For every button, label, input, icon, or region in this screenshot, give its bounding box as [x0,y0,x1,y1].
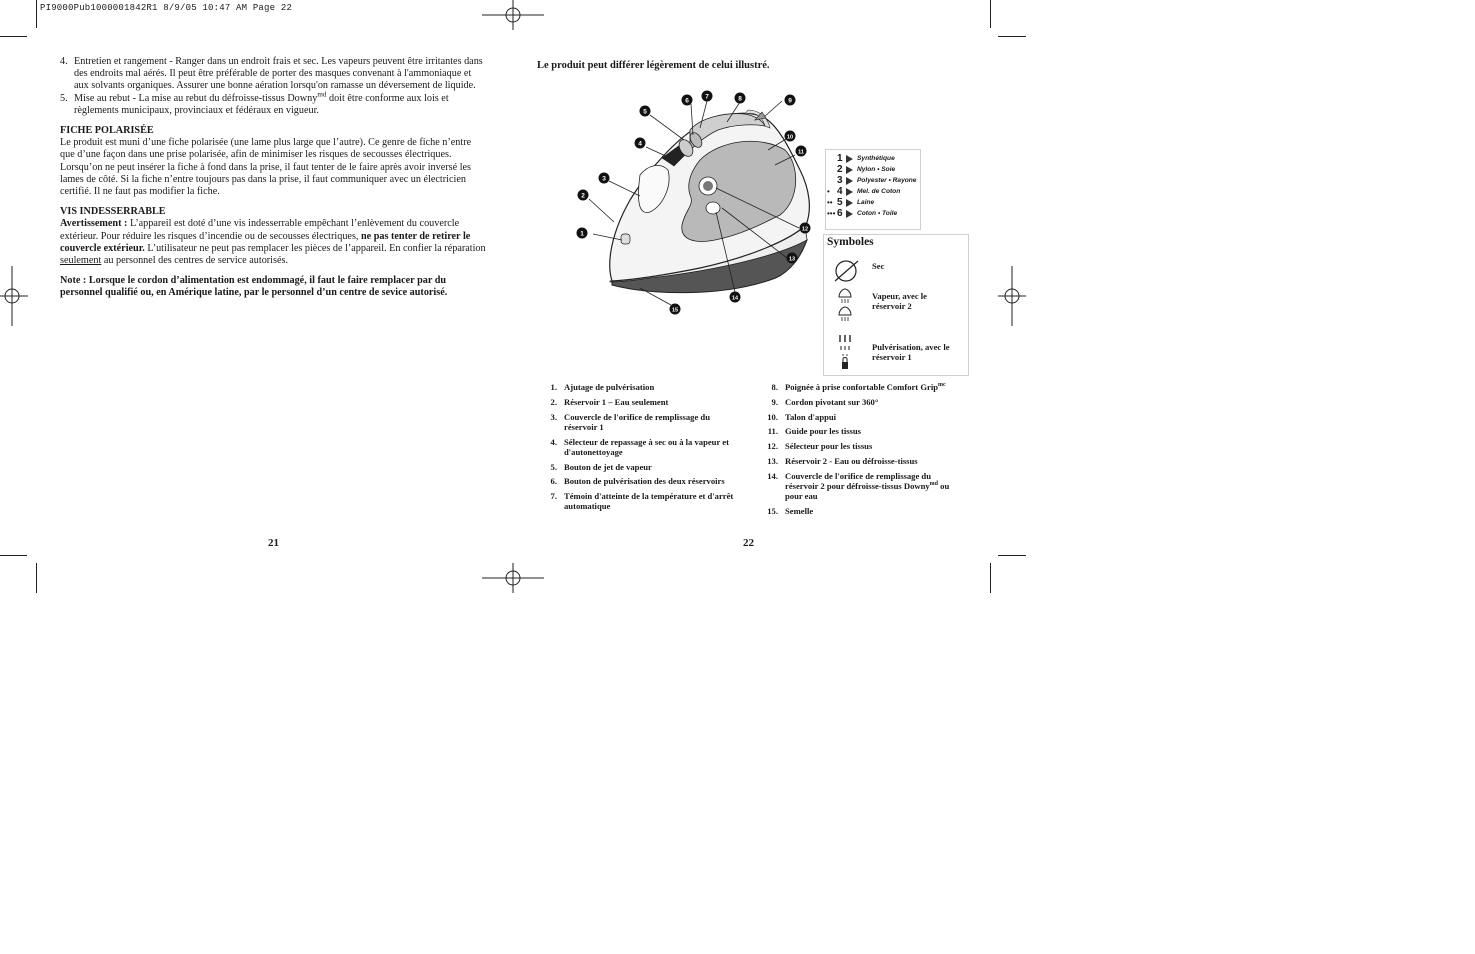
registration-mark-top [482,0,544,30]
svg-text:13: 13 [788,256,796,263]
list-item [60,90,488,117]
steam-icon [836,287,854,325]
item-text: Entretien et rangement - Ranger dans un endroit frais et sec. Les vapeurs peuvent être irritantes dans des endroits mal aérés. Il peut être préférable de porter des masques convenant à l'ammoniaque et aux solvants organiques. Assurer une bonne aération lorsqu'on ramasse un déversement de liquide. [74,56,483,92]
registration-mark-left [0,266,28,326]
crop-mark [998,36,1026,37]
steam-level-icon: ••• [827,209,836,218]
list-item: 13. Réservoir 2 - Eau ou défroisse-tissus [767,455,918,466]
left-page-body [60,56,488,300]
vis-paragraph: Avertissement : L’appareil est doté d’une vis indesserrable empêchant l’enlèvement du couvercle extérieur. Pour réduire les risques d’incendie ou de secousses électriques, ne pas tenter de retirer le couvercle extérieur. L’utilisateur ne peut pas remplacer les pièces de l’appareil. En confier la réparation seulement au personnel des centres de service autorisés. [60,218,486,267]
list-item: 11. Guide pour les tissus [767,426,862,437]
crop-mark [990,563,991,593]
svg-text:3: 3 [602,175,606,183]
crop-mark [990,0,991,28]
svg-text:2: 2 [581,192,585,200]
svg-text:6: 6 [685,97,689,105]
crop-mark [998,555,1026,556]
registration-mark-bottom [482,563,544,593]
dry-icon [832,259,860,283]
steam-level-icon: • [827,187,830,196]
list-item: 15. Semelle [767,505,814,516]
svg-text:14: 14 [731,295,739,302]
svg-text:10: 10 [786,134,794,141]
steam-level-icon: •• [827,198,833,207]
symbol-label: Pulvérisation, avec le réservoir 1 [872,342,950,362]
list-item [60,56,488,93]
page-number-left: 21 [268,537,279,549]
list-item: 5. Bouton de jet de vapeur [550,461,652,472]
product-disclaimer: Le produit peut différer légèrement de celui illustré. [537,60,770,71]
arrow-icon [846,199,853,207]
arrow-icon [846,210,853,218]
list-item: 8. Poignée à prise confortable Comfort Grip$^{mc}$ [771,382,946,392]
list-item: 10. Talon d'appui [767,411,837,422]
list-item: 14. Couvercle de l'orifice de remplissage du réservoir 2 pour défroisse-tissus Downy$^{md}$ ou pour eau [767,470,950,502]
list-item: 4. Sélecteur de repassage à sec ou à la vapeur et d'autonettoyage [550,436,729,457]
crop-mark [36,0,37,28]
spray-icon [836,333,854,371]
list-item: 9. Cordon pivotant sur 360° [771,396,879,407]
section-heading-fiche: FICHE POLARISÉE [60,125,154,137]
svg-text:4: 4 [638,140,642,148]
print-slug: PI9000Pub1000001842R1 8/9/05 10:47 AM Page 22 [40,3,293,13]
svg-text:1: 1 [580,230,584,238]
list-item: 3. Couvercle de l'orifice de remplissage du réservoir 1 [550,411,710,432]
svg-text:8: 8 [738,95,742,103]
arrow-icon [846,188,853,196]
svg-text:5: 5 [643,108,647,116]
list-item: 1. Ajutage de pulvérisation [550,382,655,392]
fabric-settings-panel: 1 Synthétique 2 Nylon • Soie 3 Polyester • Rayone • 4 Mel. de Coton •• 5 Laine ••• 6 Coton • Toile [825,149,921,230]
arrow-icon [846,155,853,163]
item-number: 5. [60,92,68,104]
svg-text:15: 15 [671,307,679,314]
svg-text:12: 12 [801,226,809,233]
svg-text:9: 9 [788,97,792,105]
list-item: 6. Bouton de pulvérisation des deux réservoirs [550,476,725,487]
symbols-legend [823,234,969,376]
symbol-label: Sec [872,261,885,271]
crop-mark [0,555,27,556]
arrow-icon [846,177,853,185]
list-item: 7. Témoin d'atteinte de la température et d'arrêt automatique [550,491,734,512]
svg-text:7: 7 [705,93,709,101]
iron-illustration [570,86,820,316]
arrow-icon [846,166,853,174]
parts-list-right [760,382,955,521]
symbol-label: Vapeur, avec le réservoir 2 [872,291,927,311]
list-item: 2. Réservoir 1 – Eau seulement [550,396,669,407]
parts-list-left [539,382,734,516]
crop-mark [0,36,27,37]
section-heading-vis: VIS INDESSERRABLE [60,206,166,218]
item-text: Mise au rebut - La mise au rebut du défroisse-tissus Downy$^{md}$ doit être conforme aux lois et règlements municipaux, provinciaux et fédéraux en vigueur. [74,90,449,116]
cord-note: Note : Lorsque le cordon d’alimentation est endommagé, il faut le faire remplacer par du personnel qualifié ou, en Amérique latine, par le personnel d’un centre de sevice autorisé. [60,275,448,299]
item-number: 4. [60,56,68,67]
page-number-right: 22 [743,537,754,549]
symbols-title: Symboles [827,236,874,248]
registration-mark-right [998,266,1026,326]
crop-mark [36,563,37,593]
svg-text:11: 11 [798,149,804,156]
list-item: 12. Sélecteur pour les tissus [767,441,873,452]
fiche-paragraph: Le produit est muni d’une fiche polarisée (une lame plus large que l’autre). Ce genre de fiche n’entre que d’une façon dans une prise polarisée, afin de minimiser les risques de secousses électriques. Lorsqu’on ne peut insérer la fiche à fond dans la prise, il faut tenter de le faire après avoir inversé les lames de côté. Si la fiche n’entre toujours pas dans la prise, il faut communiquer avec un électricien certifié. Il ne faut pas modifier la fiche. [60,137,472,198]
